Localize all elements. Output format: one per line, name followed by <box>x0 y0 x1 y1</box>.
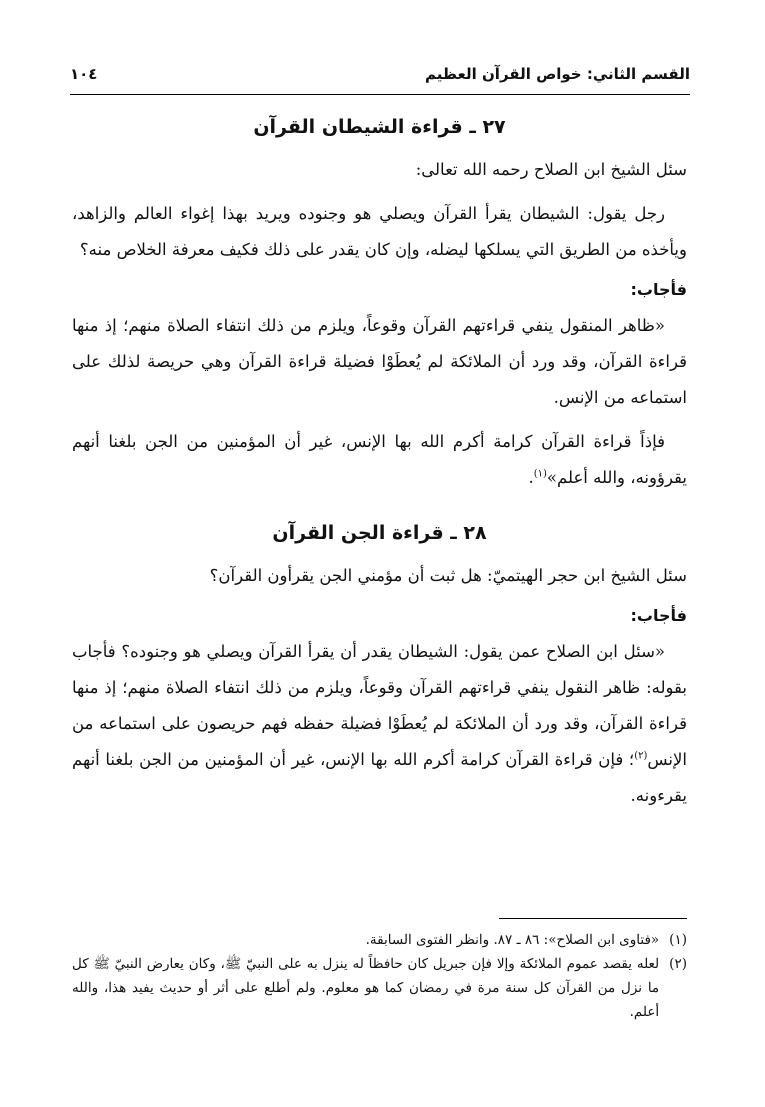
running-title: القسم الثاني: خواص القرآن العظيم <box>425 65 690 83</box>
section-27-title: ٢٧ ـ قراءة الشيطان القرآن <box>253 116 506 138</box>
section-27-answer-p2 <box>72 424 687 496</box>
footnote-rule <box>499 918 687 919</box>
page-body <box>72 110 687 822</box>
section-27-answer-label: فأجاب: <box>630 280 687 299</box>
footnote-text: لعله يقصد عموم الملائكة وإلا فإن جبريل كان حافظاً له ينزل به على النبيّ ﷺ، وكان يعارض النبيّ ﷺ كل ما نزل من القرآن كل سنة مرة في رمضان كما هو معلوم. ولم أطلع على أثر أو حديث يفيد هذا، والله أعلم. <box>72 956 660 1020</box>
page-header <box>70 58 690 90</box>
page-number: ١٠٤ <box>70 65 98 83</box>
header-rule <box>70 94 690 95</box>
section-27-question-body: رجل يقول: الشيطان يقرأ القرآن ويصلي هو وجنوده ويريد بهذا إغواء العالم والزاهد، ويأخذه من الطريق التي يسلكها ليضله، وإن كان يقدر على ذلك فكيف معرفة الخلاص منه؟ <box>72 204 687 259</box>
section-28-answer-b: ؛ فإن قراءة القرآن كرامة أكرم الله بها الإنس، غير أن المؤمنين من الجن بلغنا أنهم يقرءونه. <box>72 750 687 805</box>
section-28-answer-a: «سئل ابن الصلاح عمن يقول: الشيطان يقدر أن يقرأ القرآن ويصلي هو وجنوده؟ فأجاب بقوله: ظاهر النقول ينفي قراءتهم القرآن وقوعاً، ويلزم من ذلك انتفاء الصلاة منهم؛ إذ منها قراءة القرآن، وقد ورد أن الملائكة لم يُعطَوْا فضيلة حفظه فهم حريصون على استماعه من الإنس <box>72 642 687 769</box>
footnote-number: (١) <box>669 932 687 948</box>
footnote-ref-2: (٢) <box>634 750 648 762</box>
section-28-title: ٢٨ ـ قراءة الجن القرآن <box>272 522 487 544</box>
section-27-answer-p1: «ظاهر المنقول ينفي قراءتهم القرآن وقوعاً، ويلزم من ذلك انتفاء الصلاة منهم؛ إذ منها قراءة القرآن، وقد ورد أن الملائكة لم يُعطَوْا فضيلة قراءة القرآن وهي حريصة لذلك على استماعه من الإنس. <box>72 316 687 407</box>
footnote-2 <box>72 952 687 1024</box>
section-27-question-intro: سئل الشيخ ابن الصلاح رحمه الله تعالى: <box>415 160 687 179</box>
section-28-question: سئل الشيخ ابن حجر الهيتميّ: هل ثبت أن مؤمني الجن يقرأون القرآن؟ <box>209 566 687 585</box>
section-28-answer <box>72 634 687 814</box>
section-27-answer-p2-end: . <box>528 468 534 487</box>
section-27-answer-p2-text: فإذاً قراءة القرآن كرامة أكرم الله بها الإنس، غير أن المؤمنين من الجن بلغنا أنهم يقرؤونه، والله أعلم» <box>72 432 687 487</box>
footnote-number: (٢) <box>669 956 687 972</box>
section-28-answer-label: فأجاب: <box>630 606 687 625</box>
footnote-1 <box>72 928 687 952</box>
footnote-ref-1: (١) <box>533 468 547 480</box>
footnote-text: «فتاوى ابن الصلاح»: ٨٦ ـ ٨٧. وانظر الفتوى السابقة. <box>365 932 660 948</box>
footnotes <box>72 928 687 1024</box>
